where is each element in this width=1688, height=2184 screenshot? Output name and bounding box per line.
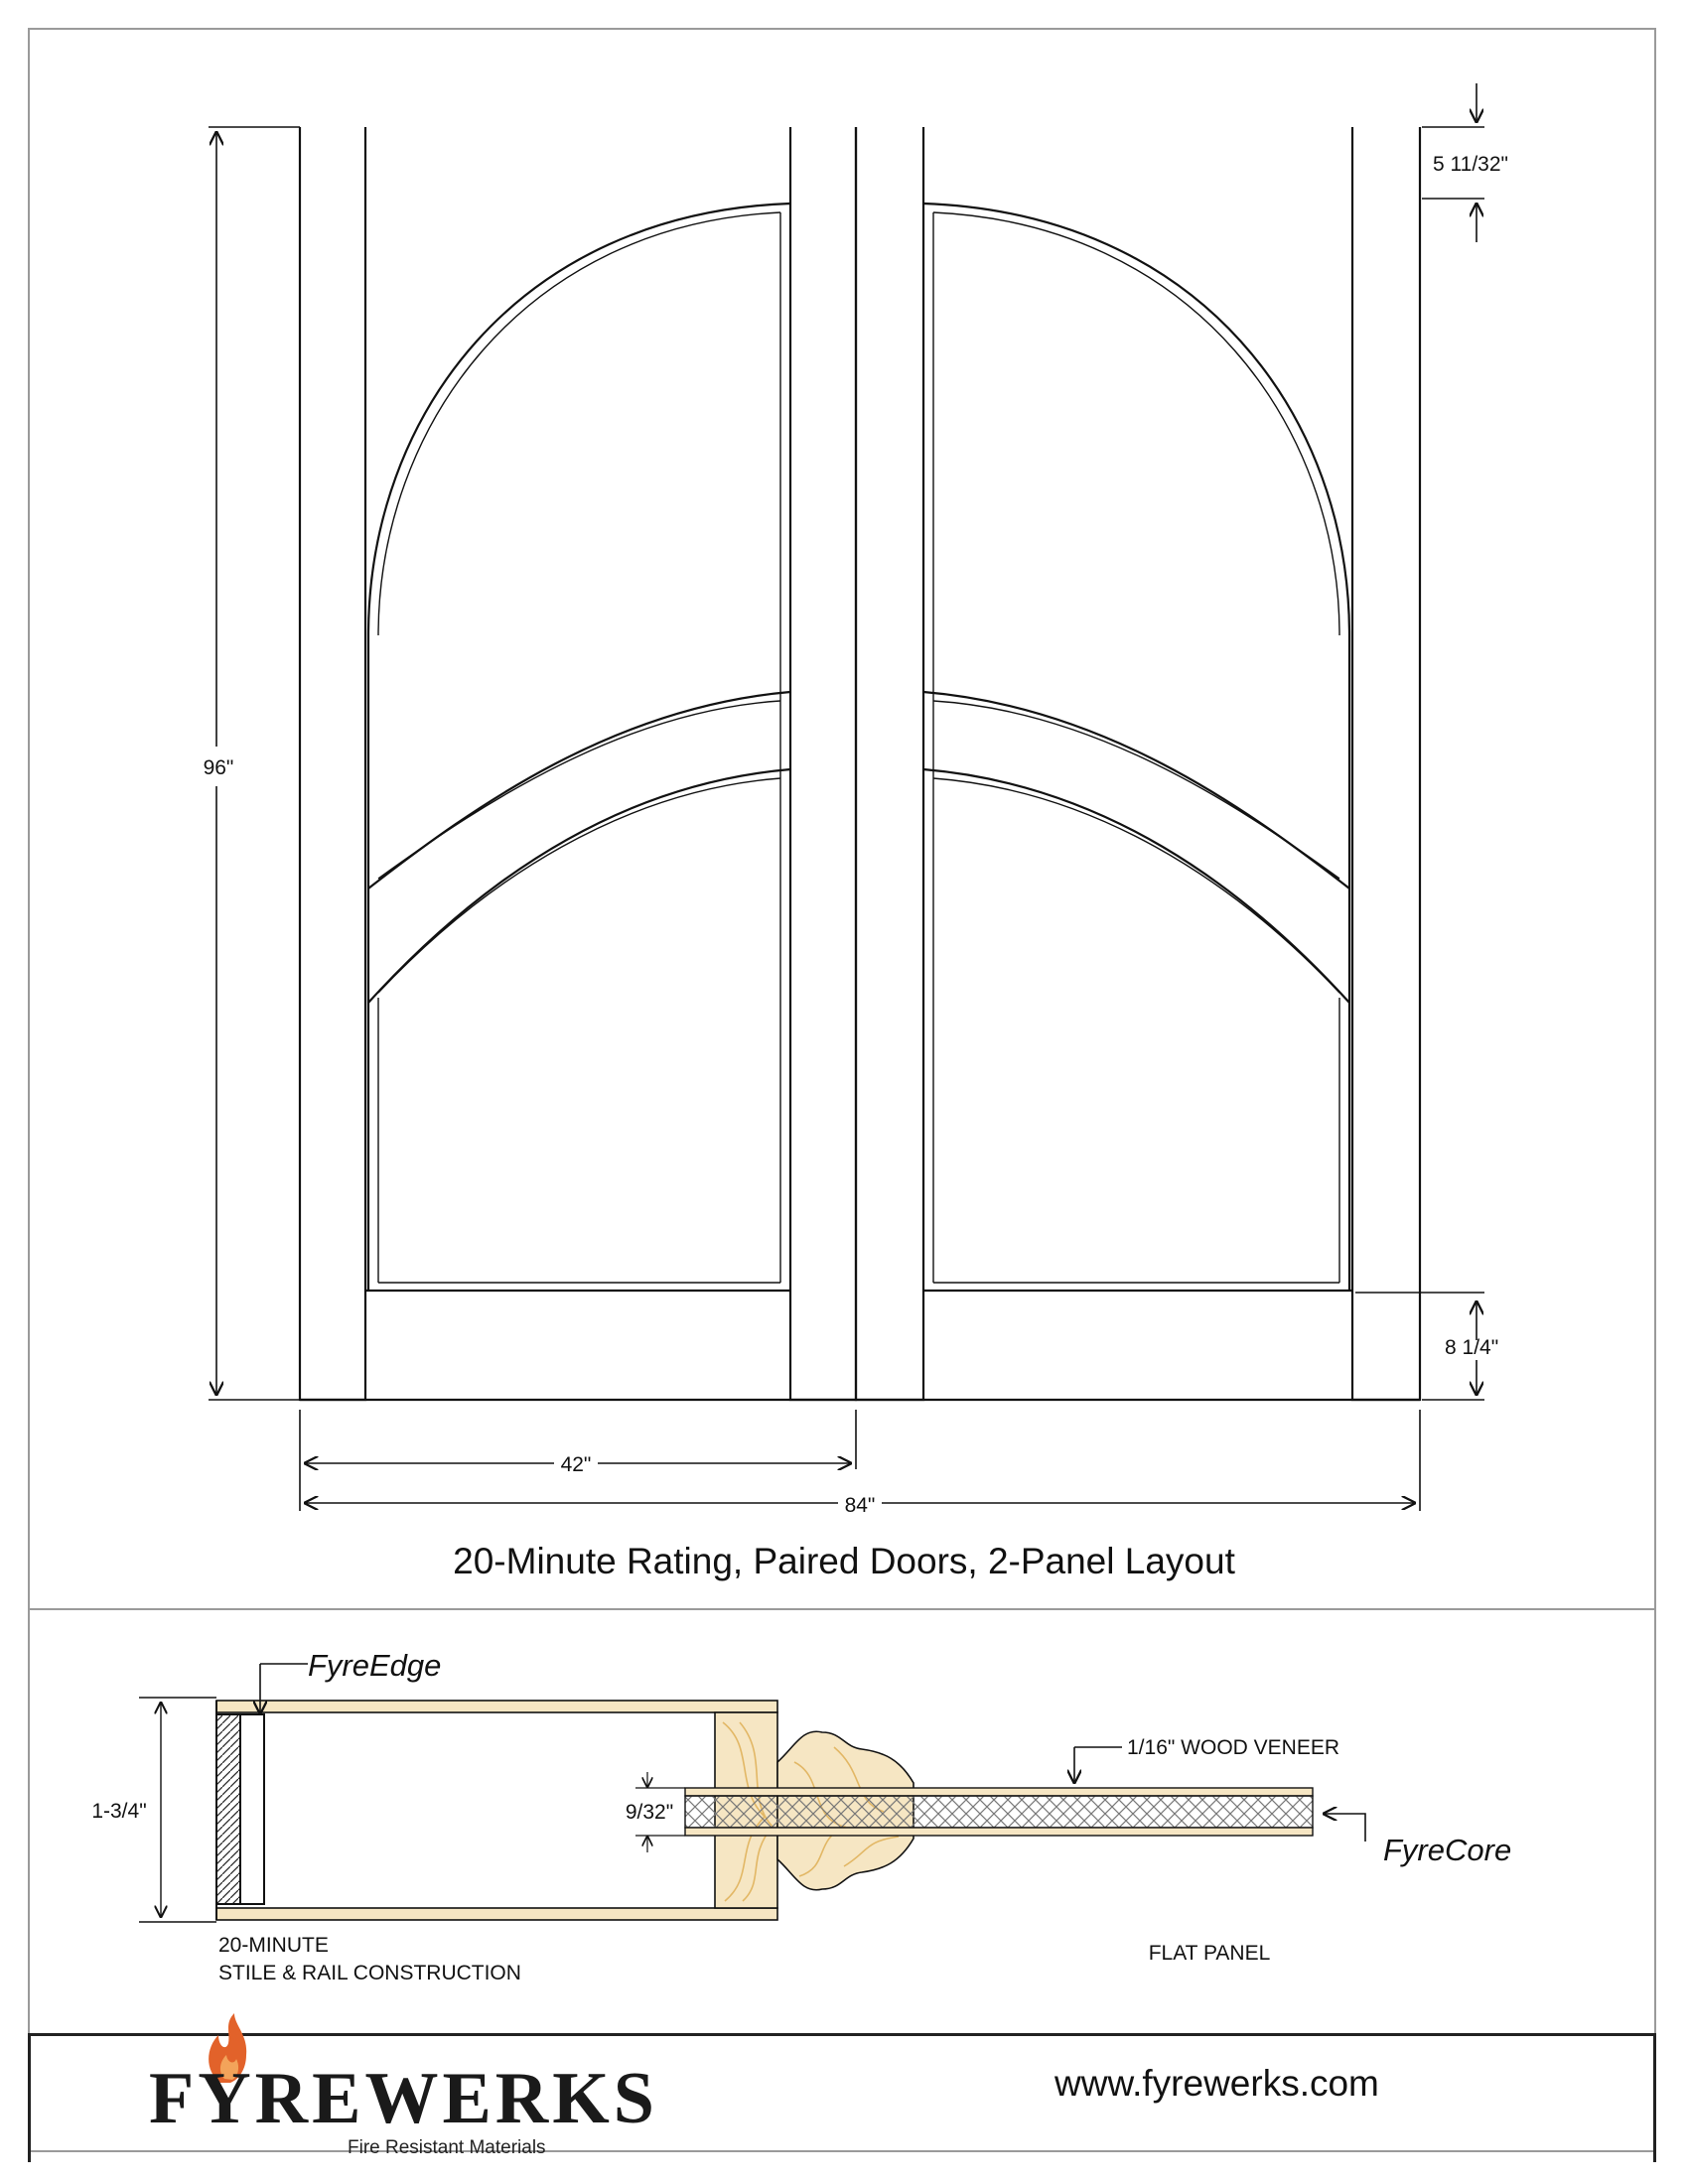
top-rail-dimension-label: 5 11/32" [1433, 153, 1508, 176]
veneer-label: 1/16" WOOD VENEER [1127, 1736, 1340, 1759]
wood-veneer-bottom [685, 1828, 1313, 1836]
right-door-top-panel-arch [923, 204, 1349, 635]
right-door-inner-stile [856, 127, 923, 1400]
left-door-leaf [300, 127, 856, 1400]
fyrecore-callout: FyreCore [1383, 1833, 1512, 1867]
fyreedge-edge-strip [216, 1714, 240, 1904]
drawing-caption: 20-Minute Rating, Paired Doors, 2-Panel Layout [453, 1541, 1235, 1581]
brand-tagline: Fire Resistant Materials [348, 2137, 546, 2158]
height-dimension-label: 96" [203, 756, 234, 779]
left-door-top-panel-arch [368, 204, 790, 635]
leaf-width-dimension-label: 42" [560, 1453, 592, 1476]
right-door-middle-rail [923, 692, 1349, 888]
construction-label-line1: 20-MINUTE [218, 1934, 329, 1957]
left-door-middle-rail [368, 692, 790, 888]
fyreedge-callout: FyreEdge [308, 1648, 442, 1683]
top-skin [216, 1701, 777, 1712]
wood-veneer-top [685, 1788, 1313, 1796]
fyrecore-panel [685, 1796, 1313, 1828]
stile-rail-section [139, 1664, 1365, 1922]
left-door-inner-stile [790, 127, 856, 1400]
bottom-skin [216, 1908, 777, 1920]
flat-panel-label: FLAT PANEL [1148, 1942, 1271, 1965]
right-door-outer-stile [1352, 127, 1420, 1400]
right-door-leaf [856, 127, 1420, 1400]
panel-thickness-label: 9/32" [625, 1801, 674, 1824]
website-link[interactable]: www.fyrewerks.com [1055, 2063, 1379, 2104]
thickness-dimension-label: 1-3/4" [91, 1800, 147, 1823]
left-door-outer-stile [300, 127, 365, 1400]
brand-logo: FYREWERKS [149, 2058, 658, 2139]
bottom-rail-dimension-label: 8 1/4" [1445, 1336, 1499, 1359]
total-width-dimension-label: 84" [844, 1494, 876, 1517]
construction-label-line2: STILE & RAIL CONSTRUCTION [218, 1962, 521, 1984]
